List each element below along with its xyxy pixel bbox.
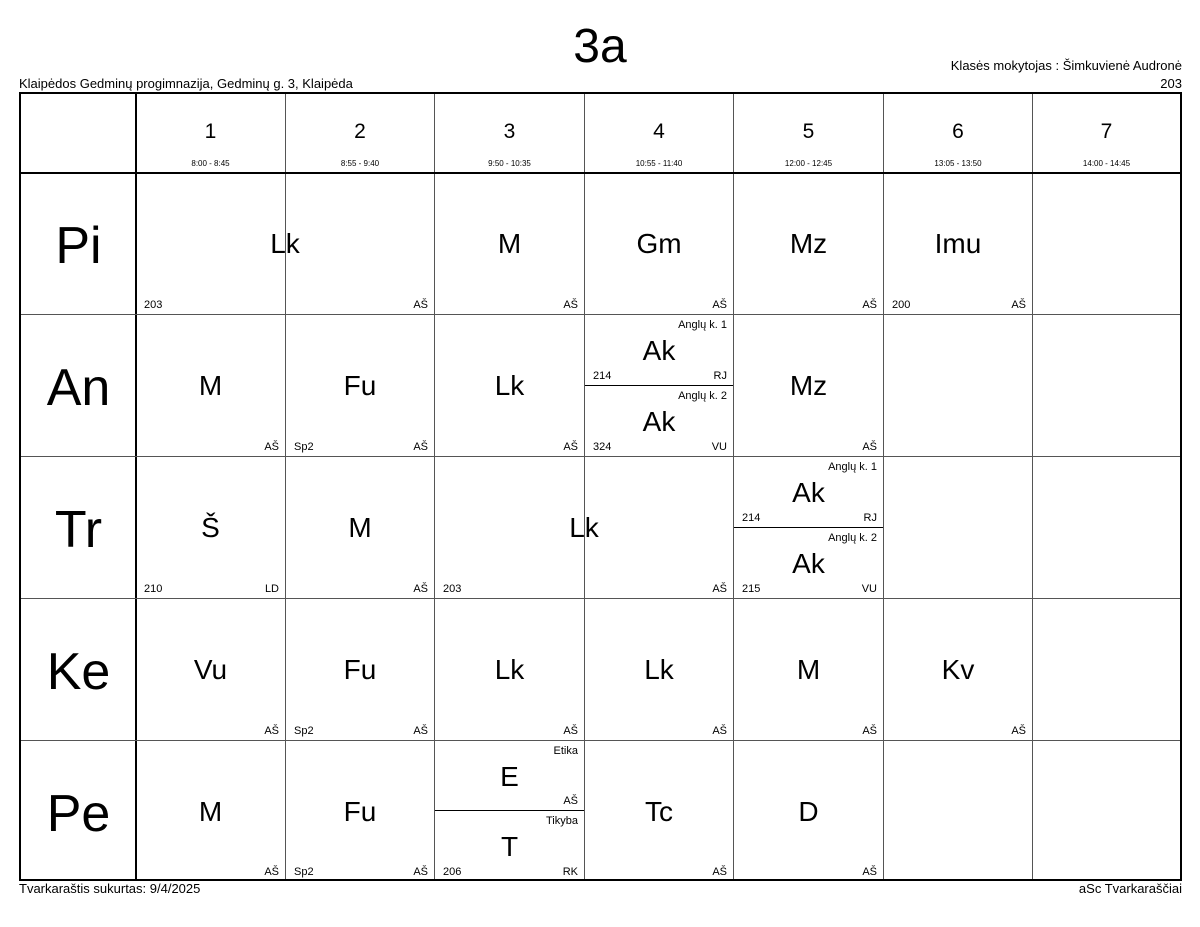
lesson-cell[interactable] — [734, 599, 883, 740]
period-header-2 — [286, 94, 434, 172]
created-date: Tvarkaraštis sukurtas: 9/4/2025 — [19, 881, 201, 896]
lesson-subject: T — [500, 831, 519, 862]
lesson-subject: Fu — [343, 370, 377, 401]
period-time: 14:00 - 14:45 — [1082, 159, 1131, 168]
period-number: 7 — [1100, 120, 1113, 143]
class-room: 203 — [1160, 76, 1182, 91]
lesson-cell-group-1[interactable] — [734, 457, 883, 528]
lesson-subject: Ak — [792, 477, 825, 508]
lesson-teacher: AŠ — [862, 725, 877, 737]
lesson-cell[interactable] — [435, 457, 733, 598]
lesson-teacher: AŠ — [413, 866, 428, 878]
period-time: 12:00 - 12:45 — [784, 159, 833, 168]
lesson-cell[interactable] — [286, 315, 434, 456]
lesson-teacher: AŠ — [712, 725, 727, 737]
lesson-subject: Lk — [494, 370, 525, 401]
period-number: 3 — [503, 120, 516, 143]
lesson-cell[interactable] — [136, 741, 285, 881]
lesson-room: 215 — [742, 583, 761, 595]
lesson-room: 324 — [593, 441, 612, 453]
period-header-5 — [734, 94, 883, 172]
lesson-teacher: AŠ — [563, 441, 578, 453]
lesson-teacher: RJ — [713, 370, 727, 382]
lesson-subject: Š — [201, 512, 220, 543]
period-time: 8:00 - 8:45 — [191, 159, 230, 168]
lesson-teacher: AŠ — [413, 441, 428, 453]
period-number: 5 — [802, 120, 815, 143]
day-label-pe: Pe — [46, 785, 111, 843]
lesson-teacher: LD — [264, 583, 279, 595]
lesson-subject: Gm — [636, 228, 682, 259]
period-header-6 — [884, 94, 1032, 172]
lesson-teacher: AŠ — [712, 866, 727, 878]
lesson-teacher: AŠ — [1011, 299, 1026, 311]
lesson-subject: Mz — [789, 228, 828, 259]
day-label-pi: Pi — [55, 217, 102, 275]
lesson-room: 206 — [443, 866, 462, 878]
lesson-subject: Imu — [934, 228, 982, 259]
lesson-subject: Lk — [569, 512, 599, 543]
lesson-cell[interactable] — [136, 599, 285, 740]
lesson-subject: M — [198, 370, 223, 401]
day-label-tr: Tr — [54, 501, 103, 559]
lesson-teacher: AŠ — [712, 583, 727, 595]
page-title: 3a — [573, 20, 627, 73]
lesson-subject: Lk — [270, 228, 300, 259]
lesson-subject: D — [798, 796, 819, 827]
period-header-3 — [435, 94, 584, 172]
lesson-subject: Mz — [789, 370, 828, 401]
lesson-subject: Tc — [645, 796, 673, 827]
lesson-cell[interactable] — [734, 315, 883, 456]
lesson-cell[interactable] — [286, 599, 434, 740]
lesson-cell[interactable] — [585, 599, 733, 740]
lesson-subject: M — [348, 512, 372, 543]
lesson-cell-group-2[interactable] — [734, 528, 883, 598]
period-time: 9:50 - 10:35 — [488, 159, 531, 168]
lesson-subject: Lk — [644, 654, 674, 685]
lesson-subject: M — [796, 654, 821, 685]
lesson-subject: E — [500, 761, 519, 792]
lesson-teacher: AŠ — [712, 299, 727, 311]
lesson-cell-group-1[interactable] — [435, 741, 584, 811]
lesson-subject: Ak — [642, 335, 676, 366]
lesson-cell[interactable] — [585, 741, 733, 881]
software-name: aSc Tvarkaraščiai — [1078, 881, 1182, 896]
lesson-teacher: AŠ — [413, 583, 428, 595]
lesson-room: 200 — [892, 299, 911, 311]
lesson-room: 214 — [593, 370, 612, 382]
lesson-cell[interactable] — [435, 315, 584, 456]
period-header-7 — [1033, 94, 1180, 172]
lesson-cell-group-2[interactable] — [585, 386, 733, 456]
lesson-teacher: RK — [562, 866, 578, 878]
period-time: 10:55 - 11:40 — [635, 159, 683, 168]
lesson-subject: Kv — [941, 654, 975, 685]
lesson-cell[interactable] — [734, 741, 883, 881]
day-label-an: An — [46, 359, 111, 417]
lesson-teacher: AŠ — [264, 441, 279, 453]
lesson-group: Anglų k. 1 — [828, 461, 877, 473]
lesson-subject: Fu — [343, 654, 377, 685]
lesson-teacher: AŠ — [1011, 725, 1026, 737]
lesson-cell[interactable] — [286, 741, 434, 881]
lesson-cell[interactable] — [286, 457, 434, 598]
lesson-teacher: AŠ — [413, 725, 428, 737]
period-header-1 — [136, 94, 285, 172]
lesson-room: Sp2 — [294, 725, 314, 737]
period-number: 4 — [653, 120, 665, 143]
lesson-cell-group-2[interactable] — [435, 811, 584, 881]
timetable-grid — [19, 92, 1182, 881]
lesson-cell[interactable] — [884, 599, 1032, 740]
day-label-ke: Ke — [46, 643, 111, 701]
lesson-teacher: AŠ — [563, 795, 578, 807]
lesson-teacher: AŠ — [264, 725, 279, 737]
lesson-group: Anglų k. 2 — [828, 532, 877, 544]
lesson-teacher: AŠ — [413, 299, 428, 311]
period-header-4 — [585, 94, 733, 172]
lesson-cell[interactable] — [136, 315, 285, 456]
lesson-teacher: AŠ — [563, 299, 578, 311]
lesson-subject: Fu — [343, 796, 377, 827]
lesson-teacher: AŠ — [563, 725, 578, 737]
lesson-subject: Lk — [494, 654, 525, 685]
period-time: 8:55 - 9:40 — [340, 159, 380, 168]
lesson-teacher: RJ — [863, 512, 877, 524]
lesson-cell[interactable] — [884, 174, 1032, 314]
lesson-room: 203 — [144, 299, 163, 311]
period-number: 6 — [952, 120, 964, 143]
lesson-cell[interactable] — [435, 599, 584, 740]
lesson-room: Sp2 — [294, 866, 314, 878]
lesson-room: Sp2 — [294, 441, 314, 453]
lesson-teacher: AŠ — [862, 441, 877, 453]
lesson-teacher: AŠ — [862, 866, 877, 878]
period-number: 2 — [354, 120, 366, 143]
period-number: 1 — [204, 120, 217, 143]
lesson-teacher: VU — [711, 441, 727, 453]
lesson-cell[interactable] — [136, 174, 434, 314]
lesson-group: Etika — [553, 745, 578, 757]
lesson-cell[interactable] — [435, 174, 584, 314]
lesson-subject: Ak — [792, 548, 825, 579]
lesson-teacher: AŠ — [264, 866, 279, 878]
lesson-room: 210 — [144, 583, 163, 595]
lesson-cell[interactable] — [734, 174, 883, 314]
lesson-cell[interactable] — [585, 174, 733, 314]
lesson-subject: M — [497, 228, 522, 259]
lesson-teacher: VU — [861, 583, 877, 595]
lesson-group: Anglų k. 2 — [678, 390, 727, 402]
school-name: Klaipėdos Gedminų progimnazija, Gedminų g. 3, Klaipėda — [19, 76, 353, 91]
lesson-cell-group-1[interactable] — [585, 315, 733, 386]
lesson-group: Tikyba — [546, 815, 578, 827]
lesson-group: Anglų k. 1 — [678, 319, 727, 331]
lesson-subject: Vu — [193, 654, 228, 685]
lesson-subject: Ak — [642, 406, 676, 437]
lesson-teacher: AŠ — [862, 299, 877, 311]
period-time: 13:05 - 13:50 — [934, 159, 982, 168]
class-teacher: Klasės mokytojas : Šimkuvienė Audronė — [950, 58, 1182, 73]
lesson-subject: M — [198, 796, 223, 827]
lesson-cell[interactable] — [136, 457, 285, 598]
lesson-room: 203 — [443, 583, 462, 595]
lesson-room: 214 — [742, 512, 761, 524]
